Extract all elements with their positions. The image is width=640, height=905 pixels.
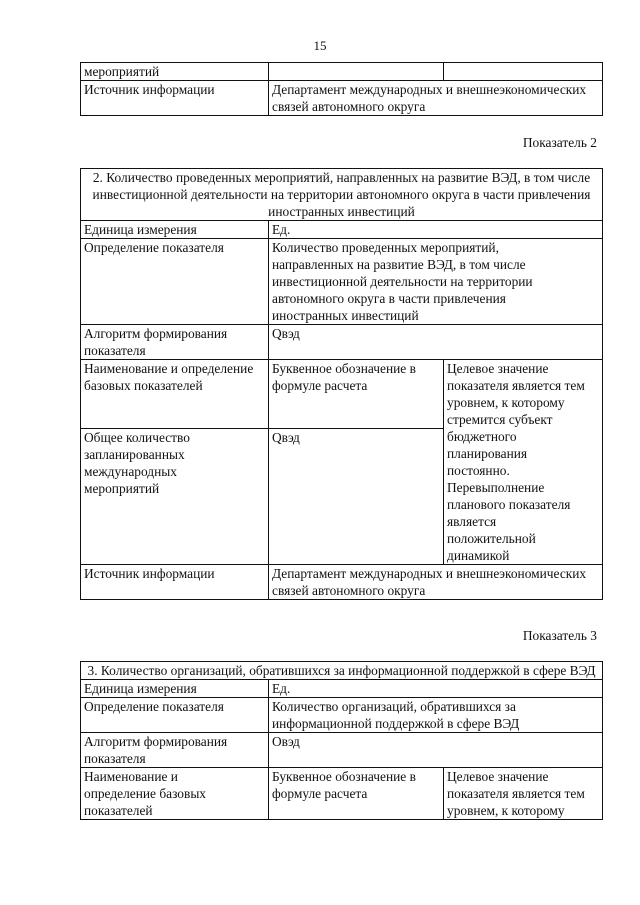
continuation-cell: мероприятий	[81, 63, 269, 81]
indicator-3-label: Показатель 3	[522, 628, 597, 643]
algorithm-value: Qвэд	[269, 325, 603, 360]
table-row	[81, 565, 603, 600]
table-row	[81, 768, 603, 820]
top-continuation-table	[80, 62, 603, 116]
source-label: Источник информации	[81, 81, 269, 116]
target-value-note: Целевое значение показателя является тем уровнем, к которому	[444, 768, 603, 820]
source-value: Департамент международных и внешнеэкономических связей автономного округа	[269, 565, 603, 600]
table-row	[81, 680, 603, 698]
source-value: Департамент международных и внешнеэкономических связей автономного округа	[269, 81, 603, 116]
total-events-notation: Qвэд	[269, 428, 444, 564]
table-row	[81, 239, 603, 325]
table-row	[81, 221, 603, 239]
unit-label: Единица измерения	[81, 680, 269, 698]
indicator-3-table	[80, 661, 603, 820]
empty-cell	[269, 63, 444, 81]
indicator-2-table	[80, 168, 603, 600]
indicator-title: 3. Количество организаций, обратившихся за информационной поддержкой в сфере ВЭД	[81, 662, 603, 680]
total-events-label: Общее количество запланированных международных мероприятий	[81, 428, 269, 564]
table-row	[81, 733, 603, 768]
table-row	[81, 81, 603, 116]
definition-value: Количество организаций, обратившихся за информационной поддержкой в сфере ВЭД	[269, 698, 603, 733]
unit-label: Единица измерения	[81, 221, 269, 239]
formula-notation-header: Буквенное обозначение в формуле расчета	[269, 360, 444, 429]
table-row	[81, 360, 603, 429]
algorithm-value: Овэд	[269, 733, 603, 768]
source-label: Источник информации	[81, 565, 269, 600]
table-row	[81, 169, 603, 221]
table-row	[81, 325, 603, 360]
table-row	[81, 662, 603, 680]
table-row	[81, 698, 603, 733]
formula-notation-header: Буквенное обозначение в формуле расчета	[269, 768, 444, 820]
empty-cell	[444, 63, 603, 81]
page-number: 15	[313, 38, 327, 53]
indicator-2-label: Показатель 2	[522, 135, 597, 150]
unit-value: Ед.	[269, 680, 603, 698]
definition-value: Количество проведенных мероприятий, направленных на развитие ВЭД, в том числе инвестиционной деятельности на территории автономного округа в части привлечения иностранных инвестиций	[269, 239, 603, 325]
algorithm-label: Алгоритм формирования показателя	[81, 733, 269, 768]
table-row	[81, 63, 603, 81]
indicator-title: 2. Количество проведенных мероприятий, направленных на развитие ВЭД, в том числе инвестиционной деятельности на территории автономного округа в части привлечения иностранных инвестиций	[81, 169, 603, 221]
base-indicators-label: Наименование и определение базовых показателей	[81, 360, 269, 429]
base-indicators-label: Наименование и определение базовых показателей	[81, 768, 269, 820]
algorithm-label: Алгоритм формирования показателя	[81, 325, 269, 360]
definition-label: Определение показателя	[81, 698, 269, 733]
target-value-note: Целевое значение показателя является тем уровнем, к которому стремится субъект бюджетного планирования постоянно. Перевыполнение планового показателя является положительной динамикой	[444, 360, 603, 565]
definition-label: Определение показателя	[81, 239, 269, 325]
unit-value: Ед.	[269, 221, 603, 239]
